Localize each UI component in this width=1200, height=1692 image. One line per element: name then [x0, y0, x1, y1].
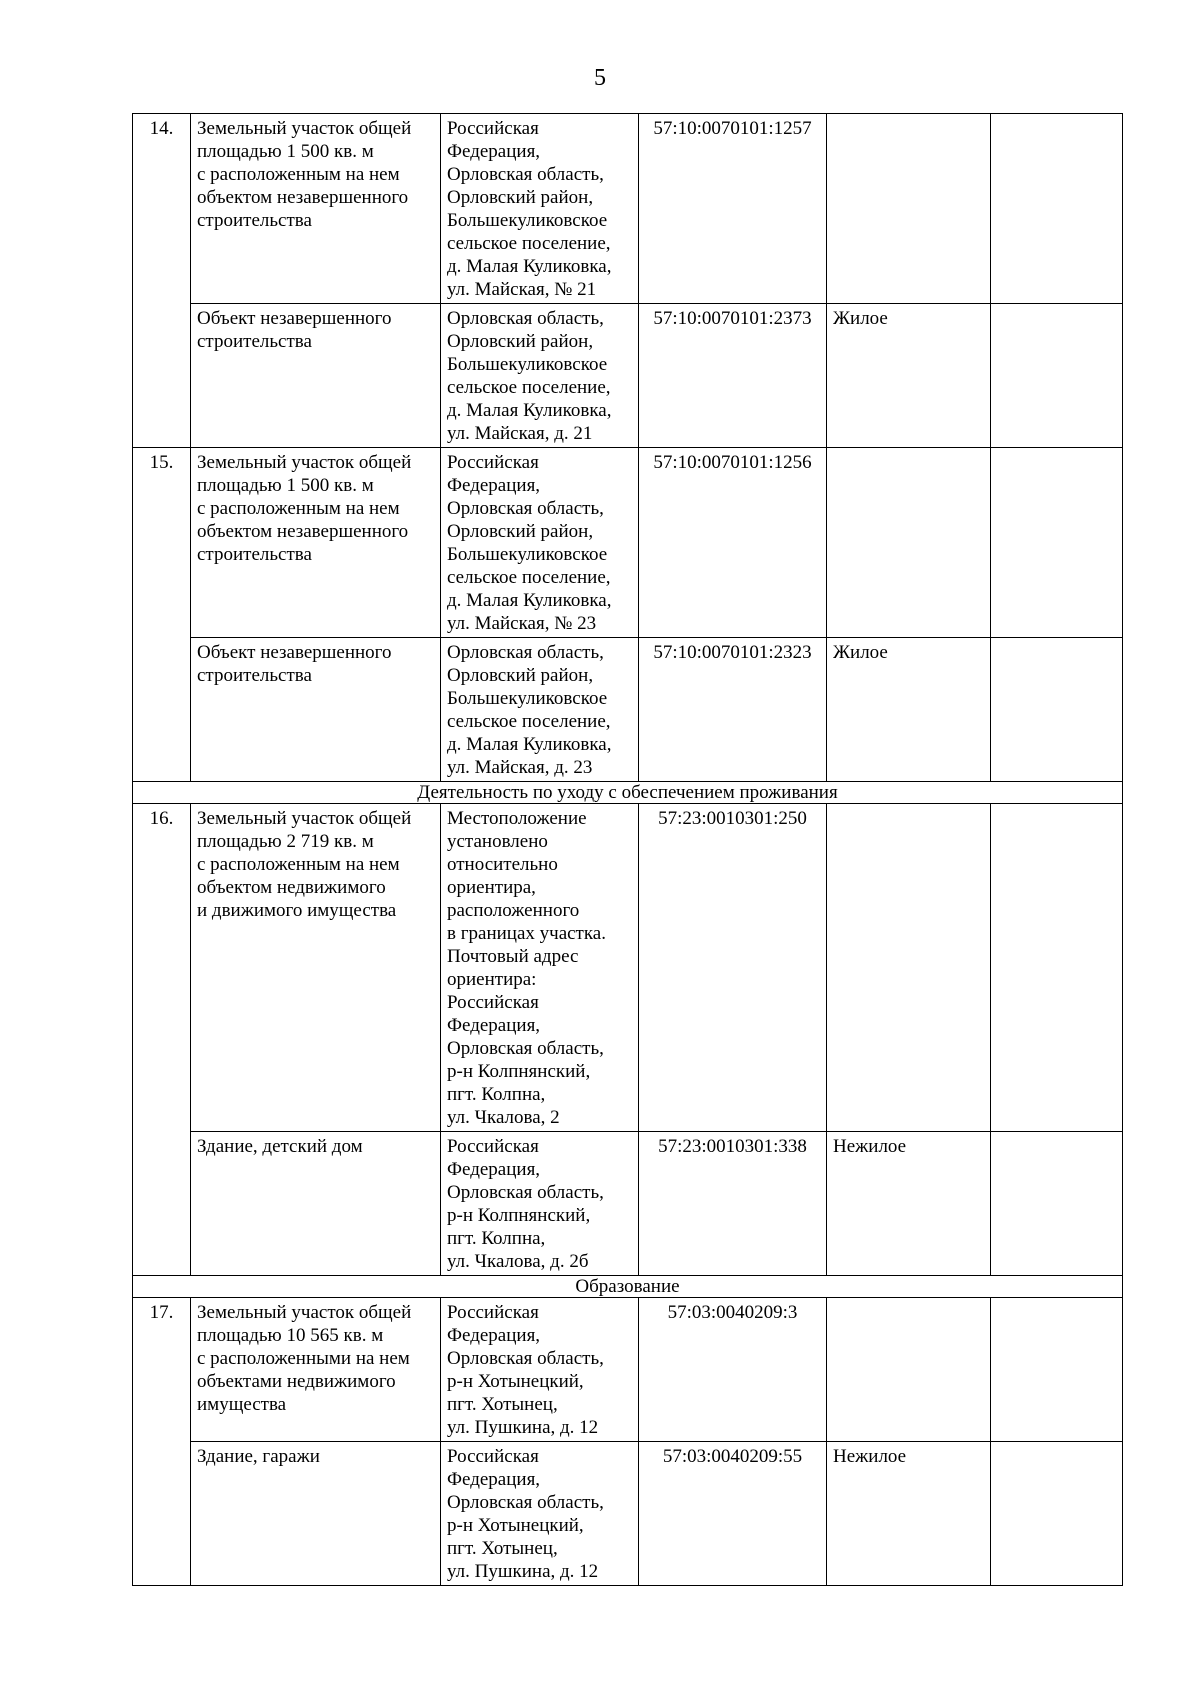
cadastral-number: 57:23:0010301:250 — [639, 804, 827, 1132]
object-address: Российская Федерация, Орловская область, р-н Колпнянский, пгт. Колпна, ул. Чкалова, д. 2б — [441, 1132, 639, 1276]
object-address: Российская Федерация, Орловская область, р-н Хотынецкий, пгт. Хотынец, ул. Пушкина, д. 12 — [441, 1298, 639, 1442]
section-heading: Деятельность по уходу с обеспечением проживания — [133, 782, 1123, 804]
cadastral-number: 57:10:0070101:2373 — [639, 304, 827, 448]
row-number: 17. — [133, 1298, 191, 1586]
table-row — [133, 304, 1123, 448]
empty-cell — [991, 114, 1123, 304]
cadastral-number: 57:03:0040209:55 — [639, 1442, 827, 1586]
object-description: Объект незавершенного строительства — [191, 638, 441, 782]
object-address: Орловская область, Орловский район, Большекуликовское сельское поселение, д. Малая Куликовка, ул. Майская, д. 23 — [441, 638, 639, 782]
object-address: Российская Федерация, Орловская область, Орловский район, Большекуликовское сельское поселение, д. Малая Куликовка, ул. Майская, № 23 — [441, 448, 639, 638]
object-purpose: Жилое — [827, 304, 991, 448]
section-heading: Образование — [133, 1276, 1123, 1298]
object-description: Объект незавершенного строительства — [191, 304, 441, 448]
table-row — [133, 448, 1123, 638]
section-row — [133, 1276, 1123, 1298]
object-address: Российская Федерация, Орловская область, р-н Хотынецкий, пгт. Хотынец, ул. Пушкина, д. 12 — [441, 1442, 639, 1586]
object-description: Земельный участок общей площадью 1 500 кв. м с расположенным на нем объектом незавершенного строительства — [191, 448, 441, 638]
empty-cell — [991, 1298, 1123, 1442]
property-table — [132, 113, 1123, 1586]
empty-cell — [991, 1132, 1123, 1276]
object-purpose — [827, 448, 991, 638]
section-row — [133, 782, 1123, 804]
object-purpose — [827, 1298, 991, 1442]
object-purpose — [827, 804, 991, 1132]
table-row — [133, 638, 1123, 782]
table-row — [133, 1442, 1123, 1586]
object-purpose: Нежилое — [827, 1132, 991, 1276]
empty-cell — [991, 638, 1123, 782]
object-description: Земельный участок общей площадью 1 500 кв. м с расположенным на нем объектом незавершенного строительства — [191, 114, 441, 304]
row-number: 15. — [133, 448, 191, 782]
page-number: 5 — [594, 65, 606, 91]
table-row — [133, 804, 1123, 1132]
object-address: Российская Федерация, Орловская область, Орловский район, Большекуликовское сельское поселение, д. Малая Куликовка, ул. Майская, № 21 — [441, 114, 639, 304]
cadastral-number: 57:10:0070101:1256 — [639, 448, 827, 638]
row-number: 16. — [133, 804, 191, 1276]
cadastral-number: 57:03:0040209:3 — [639, 1298, 827, 1442]
object-address: Местоположение установлено относительно ориентира, расположенного в границах участка. Почтовый адрес ориентира: Российская Федерация, Орловская область, р-н Колпнянский, пгт. Колпна, ул. Чкалова, 2 — [441, 804, 639, 1132]
object-purpose: Нежилое — [827, 1442, 991, 1586]
object-description: Земельный участок общей площадью 2 719 кв. м с расположенным на нем объектом недвижимого и движимого имущества — [191, 804, 441, 1132]
object-description: Земельный участок общей площадью 10 565 кв. м с расположенными на нем объектами недвижимого имущества — [191, 1298, 441, 1442]
object-purpose: Жилое — [827, 638, 991, 782]
object-description: Здание, детский дом — [191, 1132, 441, 1276]
object-purpose — [827, 114, 991, 304]
table-row — [133, 114, 1123, 304]
cadastral-number: 57:10:0070101:2323 — [639, 638, 827, 782]
table-row — [133, 1298, 1123, 1442]
empty-cell — [991, 448, 1123, 638]
cadastral-number: 57:10:0070101:1257 — [639, 114, 827, 304]
object-description: Здание, гаражи — [191, 1442, 441, 1586]
cadastral-number: 57:23:0010301:338 — [639, 1132, 827, 1276]
empty-cell — [991, 804, 1123, 1132]
object-address: Орловская область, Орловский район, Большекуликовское сельское поселение, д. Малая Куликовка, ул. Майская, д. 21 — [441, 304, 639, 448]
empty-cell — [991, 304, 1123, 448]
empty-cell — [991, 1442, 1123, 1586]
table-row — [133, 1132, 1123, 1276]
row-number: 14. — [133, 114, 191, 448]
